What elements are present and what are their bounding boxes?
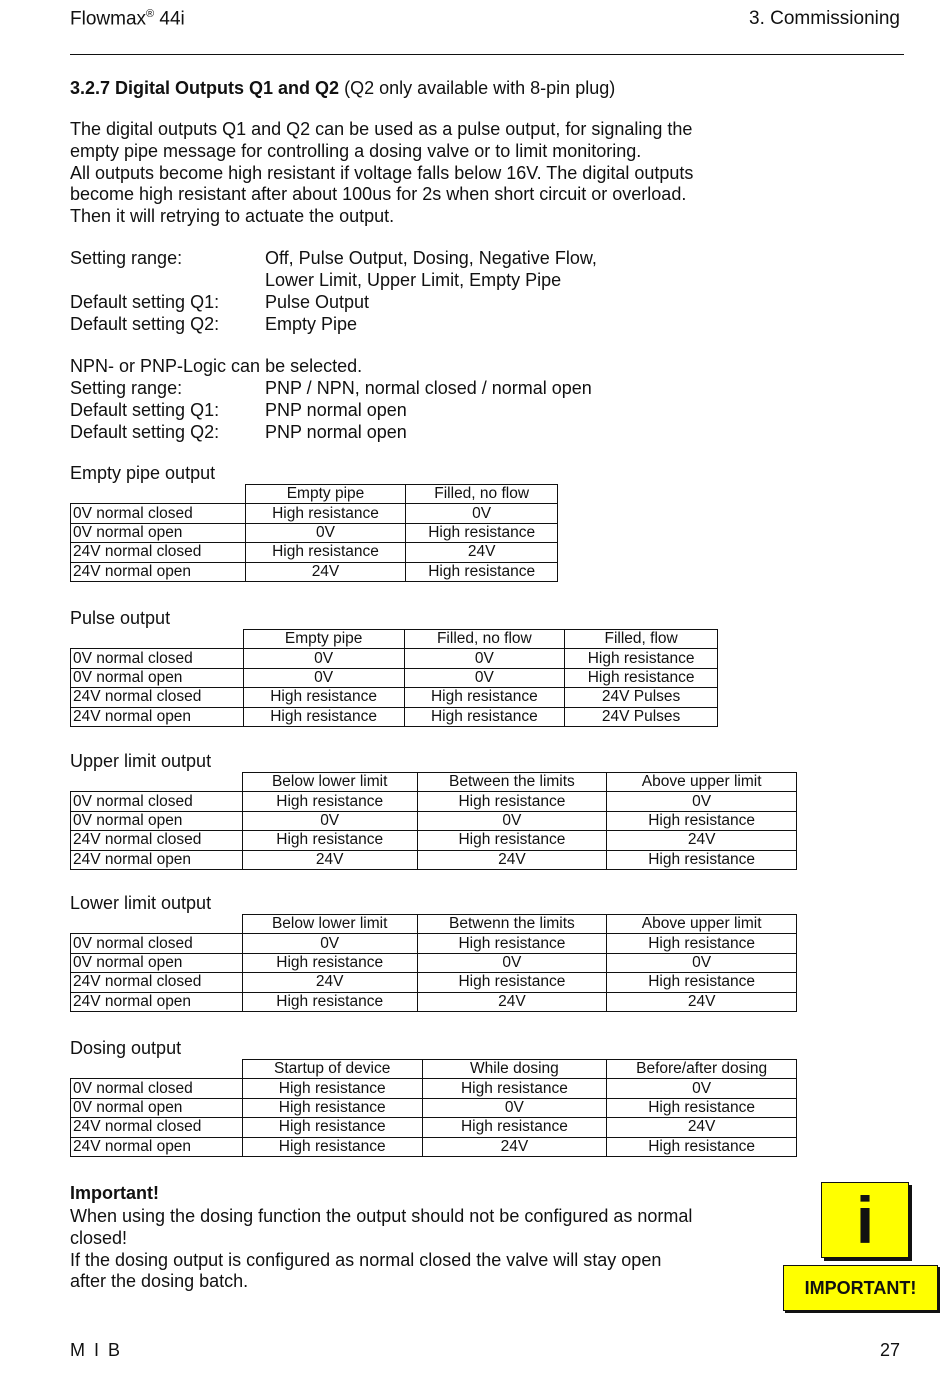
lower-limit-output-title: Lower limit output — [70, 893, 212, 913]
table-row: 24V normal closed High resistance High resistance 24V — [71, 831, 797, 850]
logic-default-q2-row: Default setting Q2: PNP normal open — [70, 422, 407, 442]
page-number: 27 — [879, 1340, 900, 1360]
table-row: 24V normal closed 24V High resistance High resistance — [71, 973, 797, 992]
header-rule — [70, 54, 904, 55]
section-heading: 3.2.7 Digital Outputs Q1 and Q2 (Q2 only available with 8-pin plug) — [70, 78, 616, 98]
footer-company: M I B — [70, 1340, 123, 1360]
important-heading: Important! — [70, 1183, 159, 1203]
dosing-output-table — [70, 1059, 797, 1157]
running-header-chapter: 3. Commissioning — [749, 8, 900, 29]
pulse-output-title: Pulse output — [70, 608, 171, 628]
table-row: 24V normal closed High resistance 24V — [71, 543, 558, 562]
lower-limit-output-table — [70, 914, 797, 1012]
table-row: 0V normal closed High resistance High resistance 0V — [71, 792, 797, 811]
table-header-row: Startup of device While dosing Before/after dosing — [71, 1060, 797, 1079]
empty-pipe-output-title: Empty pipe output — [70, 463, 216, 483]
logic-default-q1-row: Default setting Q1: PNP normal open — [70, 400, 407, 420]
default-q2-row: Default setting Q2: Empty Pipe — [70, 314, 358, 334]
setting-range-row: Setting range: Off, Pulse Output, Dosing, Negative Flow, Lower Limit, Upper Limit, Empty Pipe — [70, 248, 597, 290]
empty-pipe-output-table — [70, 484, 558, 582]
default-q1-row: Default setting Q1: Pulse Output — [70, 292, 370, 312]
table-row: 24V normal closed High resistance High resistance 24V Pulses — [71, 688, 718, 707]
table-row: 24V normal open High resistance 24V 24V — [71, 992, 797, 1011]
table-row: 0V normal open 0V 0V High resistance — [71, 668, 718, 687]
table-header-row: Below lower limit Betwenn the limits Above upper limit — [71, 915, 797, 934]
info-icon: i — [821, 1182, 909, 1258]
table-row: 0V normal open High resistance 0V High resistance — [71, 1098, 797, 1117]
pulse-output-table — [70, 629, 718, 727]
table-row: 0V normal closed High resistance 0V — [71, 504, 558, 523]
dosing-output-title: Dosing output — [70, 1038, 182, 1058]
important-text: When using the dosing function the output should not be configured as normal closed! If the dosing output is configured as normal closed the valve will stay open after the dosing batch. — [70, 1206, 693, 1292]
table-header-row: Below lower limit Between the limits Above upper limit — [71, 773, 797, 792]
table-row: 0V normal closed 0V 0V High resistance — [71, 649, 718, 668]
table-row: 24V normal open High resistance 24V High resistance — [71, 1137, 797, 1156]
table-row: 0V normal open 0V High resistance — [71, 523, 558, 542]
important-badge: IMPORTANT! — [783, 1265, 938, 1311]
running-header-product: Flowmax® 44i — [70, 8, 185, 30]
upper-limit-output-title: Upper limit output — [70, 751, 212, 771]
table-row: 24V normal closed High resistance High resistance 24V — [71, 1118, 797, 1137]
table-row: 0V normal closed High resistance High resistance 0V — [71, 1079, 797, 1098]
table-row: 24V normal open 24V High resistance — [71, 562, 558, 581]
upper-limit-output-table — [70, 772, 797, 870]
table-row: 0V normal open 0V 0V High resistance — [71, 811, 797, 830]
logic-setting-range-row: Setting range: PNP / NPN, normal closed / normal open — [70, 378, 592, 398]
table-row: 0V normal closed 0V High resistance High resistance — [71, 934, 797, 953]
logic-intro: NPN- or PNP-Logic can be selected. — [70, 356, 363, 376]
table-row: 0V normal open High resistance 0V 0V — [71, 953, 797, 972]
intro-paragraph: The digital outputs Q1 and Q2 can be used as a pulse output, for signaling the empty pipe message for controlling a dosing valve or to limit monitoring. All outputs become high resistant if voltage falls below 16V. The digital outputs become high resistant after about 100us for 2s when short circuit or overload. Then it will retrying to actuate the output. — [70, 119, 694, 227]
table-row: 24V normal open High resistance High resistance 24V Pulses — [71, 707, 718, 726]
table-header-row: Empty pipe Filled, no flow Filled, flow — [71, 630, 718, 649]
table-row: 24V normal open 24V 24V High resistance — [71, 850, 797, 869]
table-header-row: Empty pipe Filled, no flow — [71, 485, 558, 504]
